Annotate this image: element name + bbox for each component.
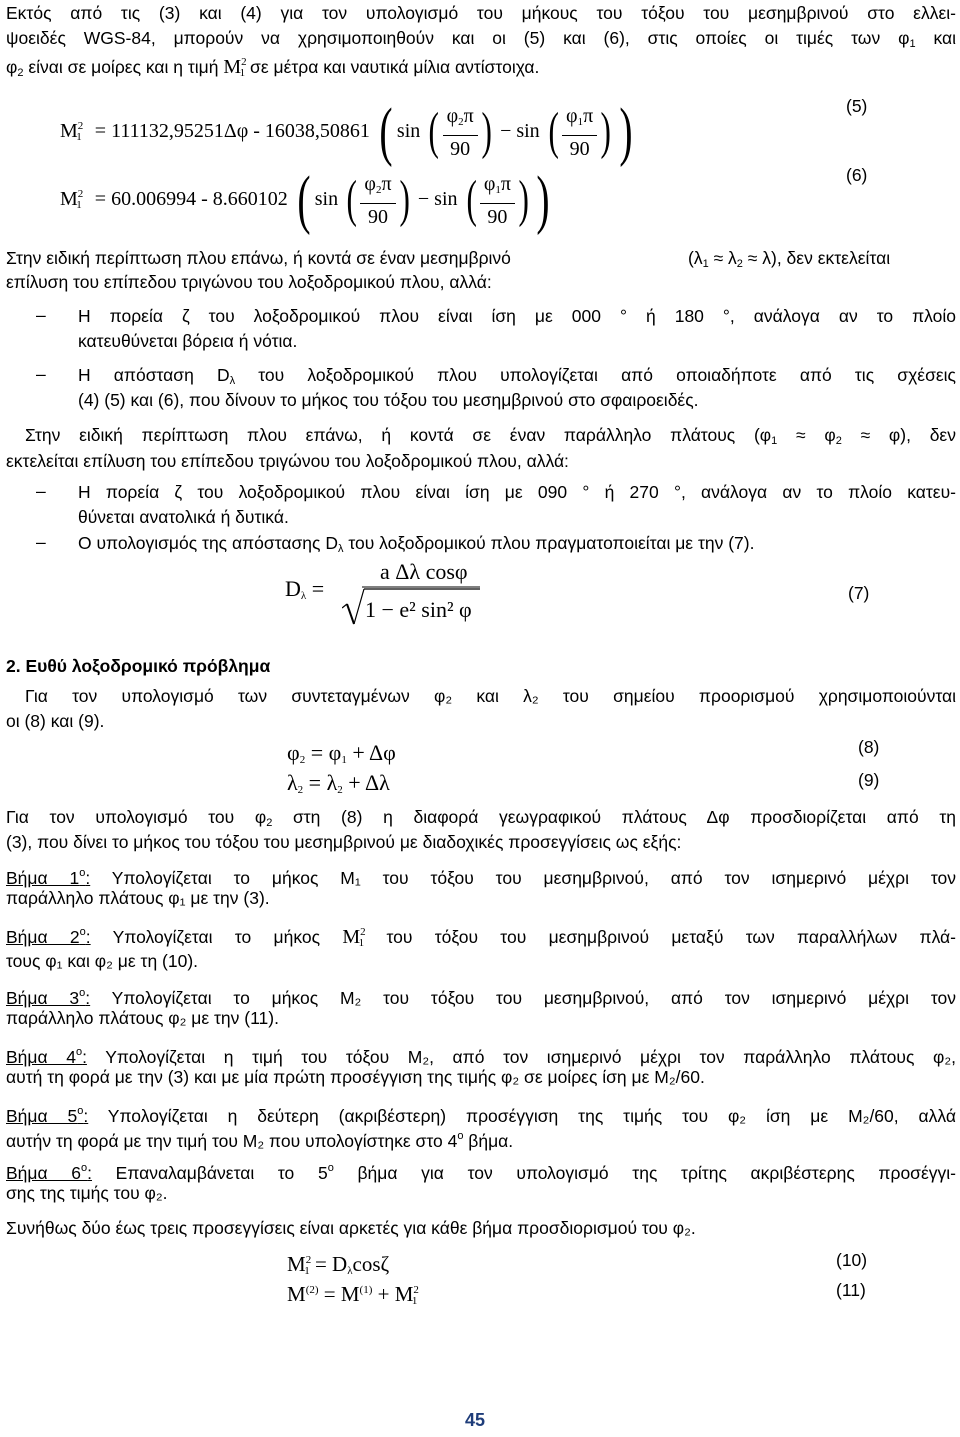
p1-line-2: επίλυση του επίπεδου τριγώνου του λοξοδρομικού πλου, αλλά: bbox=[6, 272, 492, 292]
equation-10: $M^2_1 = D_\lambda\cos\zeta$ bbox=[287, 1252, 390, 1277]
bullet-1-line-2: κατευθύνεται βόρεια ή νότια. bbox=[78, 331, 298, 351]
bullet-dash: – bbox=[36, 532, 46, 552]
equation-5: $M^2_1 = 111132,95251\Delta\varphi - 16038,50861$ ( sin ( $\frac{\varphi_2\pi}{90}$ ) − sin ( $\frac{\varphi_1\pi}{90}$ ) ) bbox=[60, 95, 633, 169]
p3-line-2: (3), που δίνει το μήκος του τόξου του μεσημβρινού με διαδοχικές προσεγγίσεις ως εξής: bbox=[6, 832, 682, 852]
equation-11: $M^{(2)} = M^{(1)} + M^2_1$ bbox=[287, 1282, 419, 1307]
intro-line-1: Εκτός από τις (3) και (4) για τον υπολογισμό του μήκους του τόξου του μεσημβρινού στο ελλει- bbox=[6, 3, 956, 23]
step-2-line-2: τους φ₁ και φ₂ με τη (10). bbox=[6, 951, 199, 971]
page-number: 45 bbox=[465, 1410, 486, 1430]
section2-line-1: Για τον υπολογισμό των συντεταγμένων φ₂ και λ₂ του σημείου προορισμού χρησιμοποιούνται bbox=[25, 686, 956, 706]
equation-9: $\lambda_2 = \lambda_2 + \Delta\lambda$ bbox=[287, 770, 390, 796]
section-heading: 2. Ευθύ λοξοδρομικό πρόβλημα bbox=[6, 656, 271, 676]
equation-7-denominator: 1 − e² sin² φ bbox=[365, 597, 472, 622]
step-2-line-1: Βήμα $2^o$: Υπολογίζεται το μήκος $M^2_1$ του τόξου του μεσημβρινού μεταξύ των παραλλήλων πλά- bbox=[6, 926, 956, 949]
bullet-2-line-2: (4) (5) και (6), που δίνουν το μήκος του τόξου του μεσημβρινού στο σφαιροειδές. bbox=[78, 390, 699, 410]
equation-number-8: (8) bbox=[858, 737, 880, 757]
step-3-line-2: παράλληλο πλάτους φ₂ με την (11). bbox=[6, 1008, 279, 1028]
bullet-2-line-1: Η απόσταση $D_\lambda$ του λοξοδρομικού πλου υπολογίζεται από οποιαδήποτε από τις σχέσεις bbox=[78, 365, 956, 387]
bullet-3-line-1: Η πορεία ζ του λοξοδρομικού πλου είναι ίση με 090 ° ή 270 °, ανάλογα αν το πλοίο κατευ- bbox=[78, 482, 956, 502]
step-5-line-1: Βήμα $5^o$: Υπολογίζεται η δεύτερη (ακριβέστερη) προσέγγιση της τιμής του φ₂ ίση με M₂/60, αλλά bbox=[6, 1105, 957, 1126]
p1-line-1b: $(\lambda_1 \approx \lambda_2 \approx \lambda)$, δεν εκτελείται bbox=[688, 248, 891, 270]
equation-number-9: (9) bbox=[858, 770, 880, 790]
equation-number-7: (7) bbox=[848, 583, 870, 603]
p3-line-1: Για τον υπολογισμό του $\varphi_2$ στη (8) η διαφορά γεωγραφικού πλάτους Δφ προσδιορίζεται από τη bbox=[6, 807, 957, 829]
bullet-dash: – bbox=[36, 364, 46, 384]
p2-line-1: Στην ειδική περίπτωση πλου επάνω, ή κοντά σε έναν παράλληλο πλάτους $(\varphi_1 \approx \varphi_2 \approx \varphi)$, δεν bbox=[25, 425, 956, 447]
equation-7-lhs: $D_\lambda$ = bbox=[285, 576, 325, 602]
equation-8: $\varphi_2 = \varphi_1 + \Delta\varphi$ bbox=[287, 740, 396, 766]
bullet-dash: – bbox=[36, 481, 46, 501]
equation-7-numerator: a Δλ cosφ bbox=[380, 559, 468, 584]
bullet-dash: – bbox=[36, 305, 46, 325]
step-3-line-1: Βήμα $3^o$: Υπολογίζεται το μήκος M₂ του τόξου του μεσημβρινού, από τον ισημερινό μέχρι τον bbox=[6, 987, 956, 1008]
step-5-line-2: αυτήν τη φορά με την τιμή του M₂ που υπολογίστηκε στο $4^o$ βήμα. bbox=[6, 1130, 514, 1151]
step-1-line-2: παράλληλο πλάτους φ₁ με την (3). bbox=[6, 888, 270, 908]
step-6-line-1: Βήμα $6^o$: Επαναλαμβάνεται το $5^o$ βήμα για τον υπολογισμό της τρίτης ακριβέστερης προσέγγι- bbox=[6, 1162, 956, 1183]
p2-line-2: εκτελείται επίλυση του επίπεδου τριγώνου του λοξοδρομικού πλου, αλλά: bbox=[6, 451, 569, 471]
p1-line-1a: Στην ειδική περίπτωση πλου επάνω, ή κοντά σε έναν μεσημβρινό bbox=[6, 248, 511, 268]
equation-6: $M^2_1 = 60.006994 - 8.660102$ ( sin ( $\frac{\varphi_2\pi}{90}$ ) − sin ( $\frac{\varphi_1\pi}{90}$ ) ) bbox=[60, 163, 550, 237]
equation-number-6: (6) bbox=[846, 165, 868, 185]
m-symbol: $M^2_1$ bbox=[342, 926, 366, 949]
equation-number-10: (10) bbox=[836, 1250, 868, 1270]
step-1-line-1: Βήμα $1^o$: Υπολογίζεται το μήκος M₁ του τόξου του μεσημβρινού, από τον ισημερινό μέχρι τον bbox=[6, 867, 956, 888]
intro-line-3: $\varphi_2$ είναι σε μοίρες και η τιμή $M^2_1$ σε μέτρα και ναυτικά μίλια αντίστοιχα. bbox=[6, 56, 540, 79]
bullet-1-line-1: Η πορεία ζ του λοξοδρομικού πλου είναι ίση με 000 ° ή 180 °, ανάλογα αν το πλοίο bbox=[78, 306, 956, 326]
m-symbol: $M^2_1$ bbox=[223, 56, 247, 79]
p4: Συνήθως δύο έως τρεις προσεγγίσεις είναι αρκετές για κάθε βήμα προσδιορισμού του φ₂. bbox=[6, 1218, 696, 1238]
step-4-line-2: αυτή τη φορά με την (3) και με μία πρώτη προσέγγιση της τιμής φ₂ σε μοίρες ίση με M₂/60. bbox=[6, 1067, 705, 1087]
equation-number-11: (11) bbox=[836, 1280, 866, 1300]
equation-number-5: (5) bbox=[846, 96, 868, 116]
bullet-4-line-1: Ο υπολογισμός της απόστασης $D_\lambda$ του λοξοδρομικού πλου πραγματοποιείται με την (7). bbox=[78, 533, 755, 555]
step-6-line-2: σης της τιμής του φ₂. bbox=[6, 1183, 168, 1203]
step-4-line-1: Βήμα $4^o$: Υπολογίζεται η τιμή του τόξου M₂, από τον ισημερινό μέχρι τον παράλληλο πλάτους φ₂, bbox=[6, 1046, 957, 1067]
intro-line-2: ψοειδές WGS-84, μπορούν να χρησιμοποιηθούν και οι (5) και (6), στις οποίες οι τιμές των $\varphi_1$ και bbox=[6, 28, 956, 50]
section2-line-2: οι (8) και (9). bbox=[6, 711, 105, 731]
bullet-3-line-2: θύνεται ανατολικά ή δυτικά. bbox=[78, 507, 289, 527]
